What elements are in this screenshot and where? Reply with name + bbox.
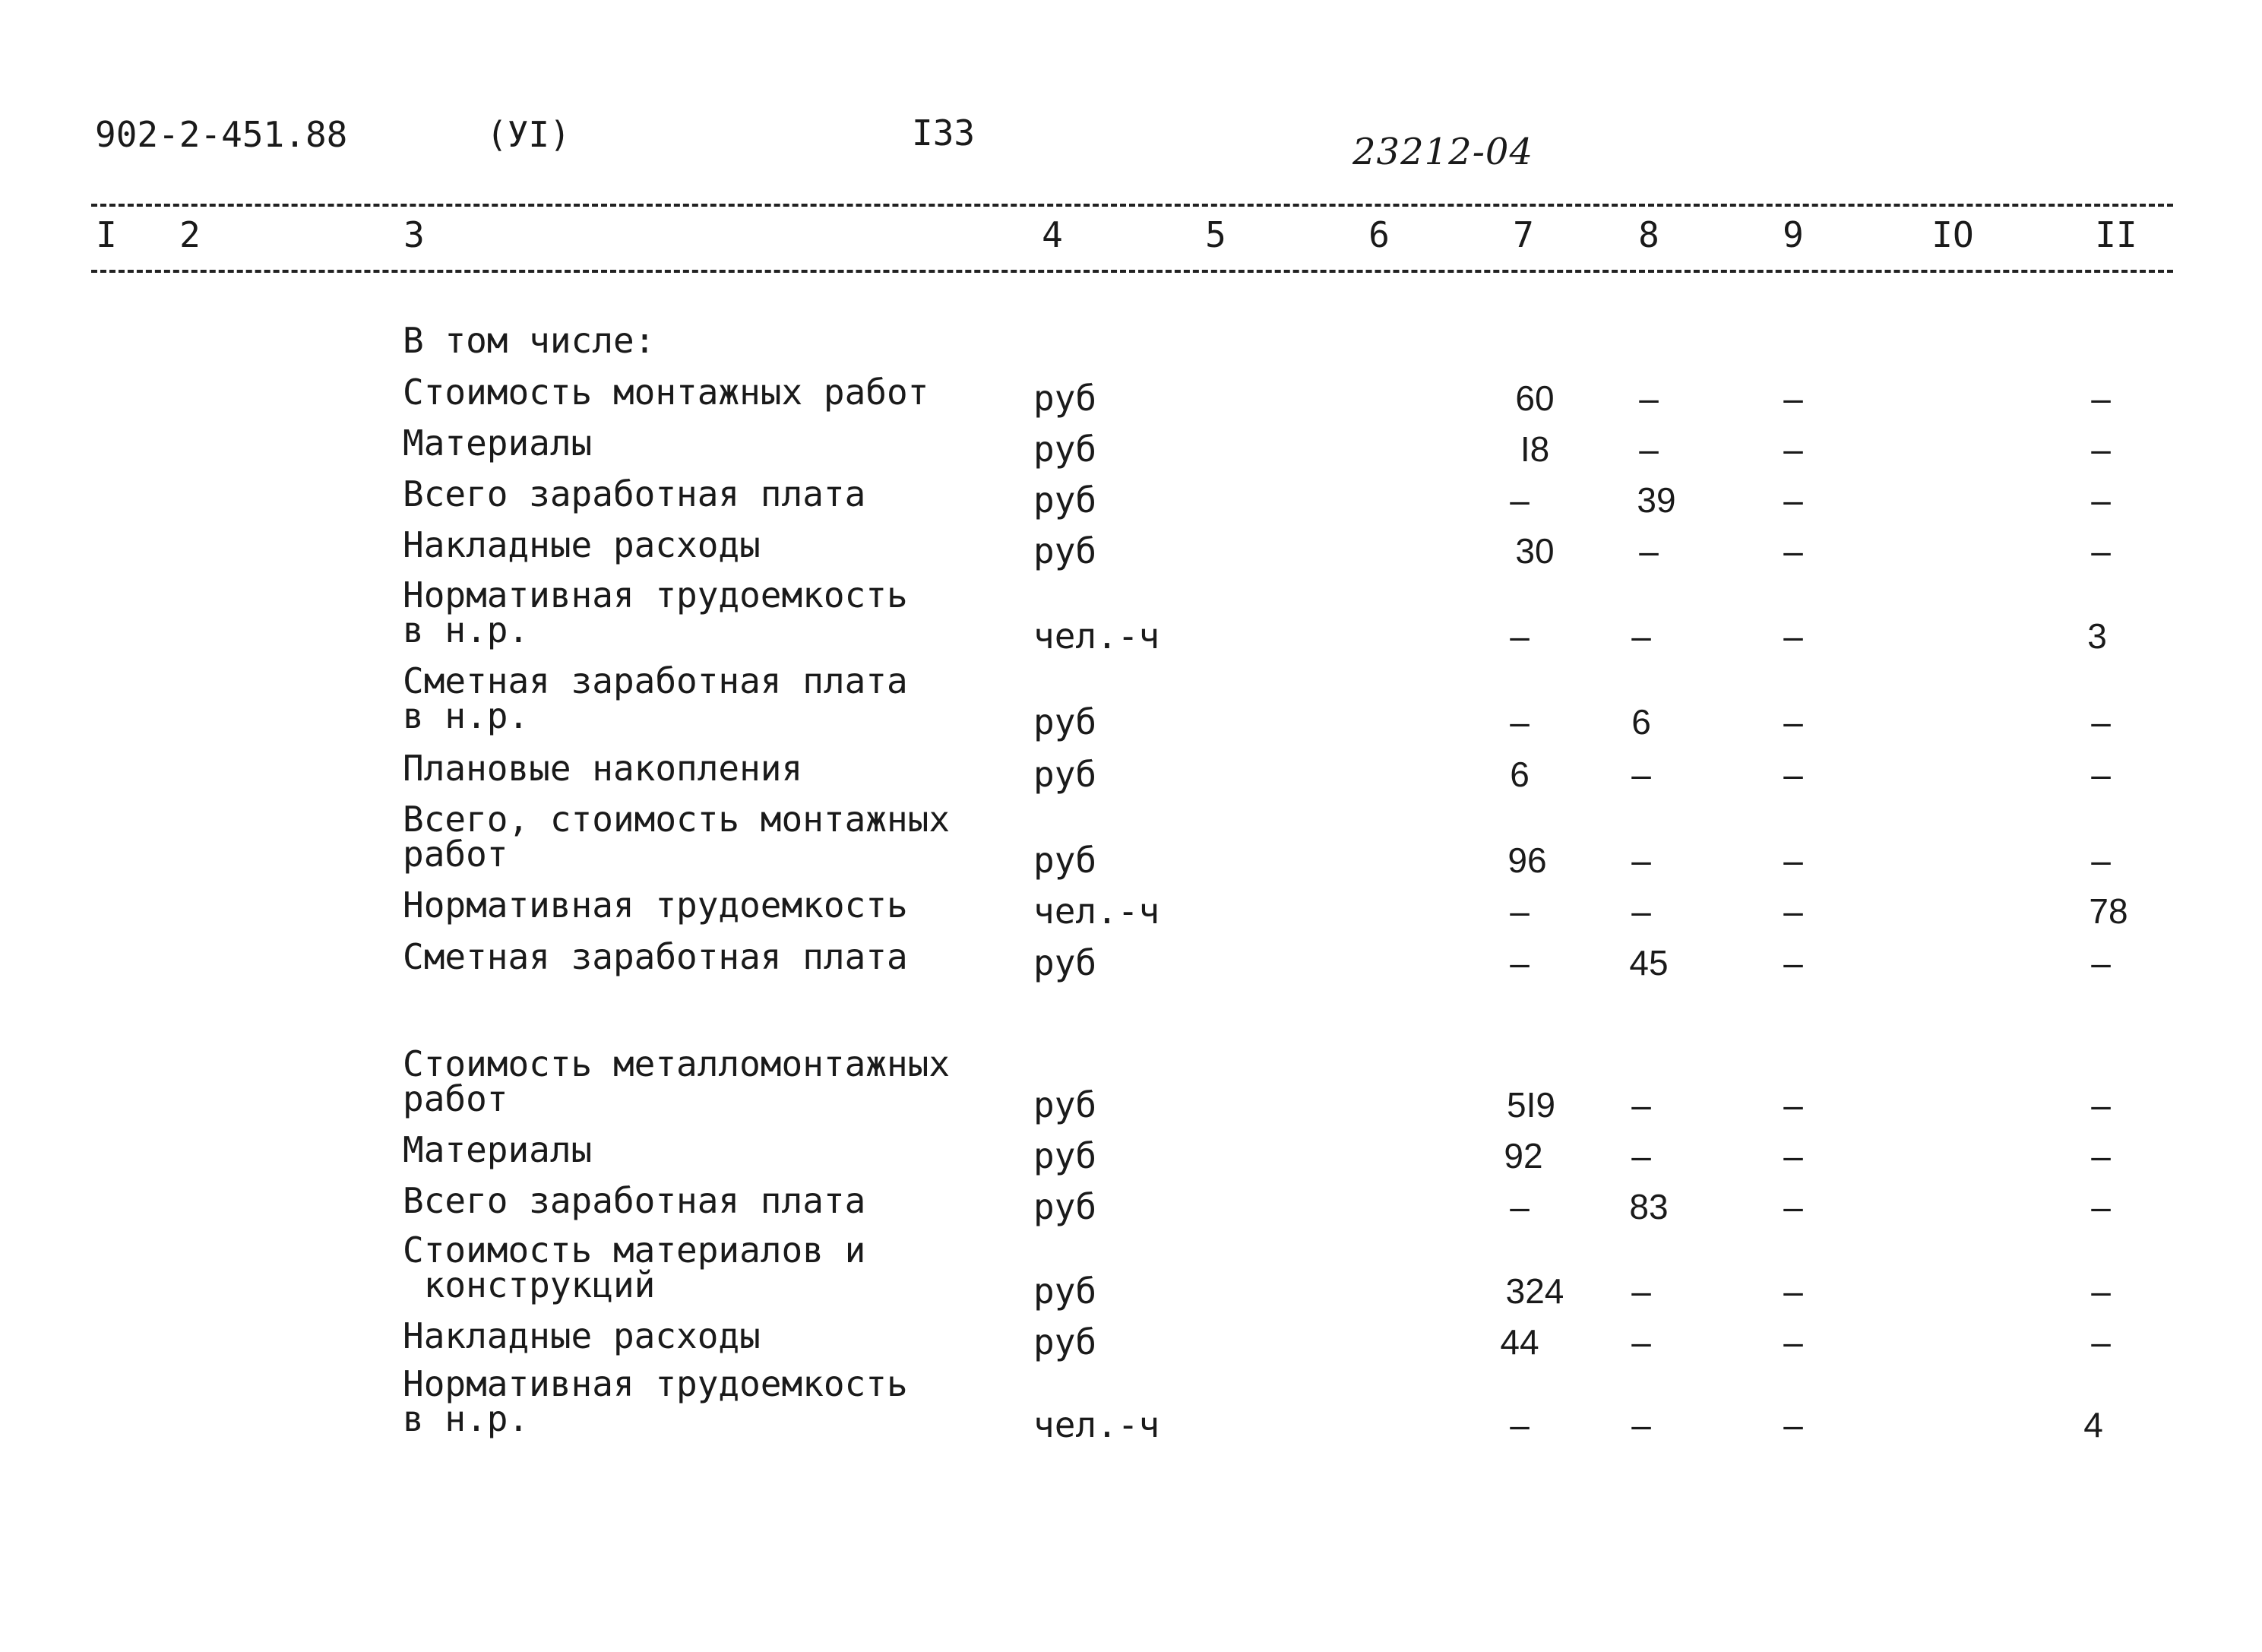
cell-col-9: – [1783, 429, 1803, 469]
cell-col-8: – [1631, 1085, 1651, 1125]
row-unit: чел.-ч [1033, 891, 1160, 932]
cell-col-11: – [2091, 378, 2111, 418]
cell-col-8: 45 [1629, 943, 1669, 983]
volume-label: (УI) [486, 114, 571, 155]
column-number-2: 2 [179, 214, 201, 255]
row-unit: чел.-ч [1033, 1404, 1160, 1445]
cell-col-8: – [1631, 755, 1651, 794]
cell-col-7: 6 [1510, 755, 1530, 794]
cell-col-9: – [1783, 378, 1803, 418]
cell-col-11: – [2091, 1085, 2111, 1125]
table-row [0, 1315, 2262, 1367]
table-row [0, 1363, 2262, 1450]
cell-col-9: – [1783, 616, 1803, 656]
row-unit: руб [1033, 429, 1097, 470]
row-unit: руб [1033, 530, 1097, 571]
cell-col-8: 6 [1631, 702, 1651, 742]
row-label: Стоимость монтажных работ [403, 372, 929, 413]
cell-col-7: I8 [1520, 429, 1550, 469]
row-label: Стоимость металломонтажных работ [403, 1043, 951, 1119]
table-row [0, 660, 2262, 747]
cell-col-7: – [1510, 1405, 1530, 1445]
cell-col-8: – [1639, 378, 1659, 418]
cell-col-9: – [1783, 1322, 1803, 1362]
cell-col-7: 324 [1505, 1271, 1564, 1311]
cell-col-11: – [2091, 755, 2111, 794]
cell-col-9: – [1783, 531, 1803, 571]
cell-col-9: – [1783, 1085, 1803, 1125]
row-label: Всего, стоимость монтажных работ [403, 799, 951, 875]
row-unit: руб [1033, 1186, 1097, 1227]
row-unit: руб [1033, 1321, 1097, 1362]
row-label: Нормативная трудоемкость [403, 885, 908, 926]
table-row [0, 1230, 2262, 1316]
cell-col-9: – [1783, 840, 1803, 880]
cell-col-11: – [2091, 1187, 2111, 1226]
header-rule-top [91, 204, 2173, 207]
cell-col-7: 30 [1515, 531, 1555, 571]
cell-col-11: – [2091, 943, 2111, 983]
cell-col-11: – [2091, 429, 2111, 469]
row-label: В том числе: [403, 320, 656, 361]
cell-col-9: – [1783, 1405, 1803, 1445]
cell-col-11: – [2091, 531, 2111, 571]
table-row [0, 799, 2262, 885]
cell-col-11: 78 [2089, 891, 2128, 931]
table-row [0, 885, 2262, 936]
table-row [0, 422, 2262, 474]
column-number-1: I [96, 214, 117, 255]
column-number-8: 8 [1638, 214, 1659, 255]
table-row [0, 748, 2262, 799]
cell-col-7: – [1510, 891, 1530, 931]
row-unit: чел.-ч [1033, 616, 1160, 657]
table-row [0, 473, 2262, 525]
row-unit: руб [1033, 1271, 1097, 1312]
table-row [0, 1129, 2262, 1181]
cell-col-11: 3 [2087, 616, 2107, 656]
cell-col-8: – [1631, 1322, 1651, 1362]
row-label: Всего заработная плата [403, 473, 866, 514]
table-row [0, 1043, 2262, 1130]
cell-col-8: – [1631, 616, 1651, 656]
row-unit: руб [1033, 942, 1097, 983]
cell-col-11: – [2091, 840, 2111, 880]
row-label: Плановые накопления [403, 748, 803, 789]
sheet-code: 23212-04 [1352, 131, 1533, 173]
column-number-6: 6 [1368, 214, 1390, 255]
column-number-11: II [2095, 214, 2137, 255]
table-row [0, 372, 2262, 423]
cell-col-7: 5I9 [1507, 1085, 1555, 1125]
column-number-10: IO [1931, 214, 1974, 255]
row-unit: руб [1033, 1135, 1097, 1176]
cell-col-7: – [1510, 702, 1530, 742]
row-label: Накладные расходы [403, 1315, 761, 1356]
row-unit: руб [1033, 479, 1097, 521]
cell-col-9: – [1783, 480, 1803, 520]
cell-col-11: – [2091, 1322, 2111, 1362]
row-label: Сметная заработная плата [403, 936, 908, 977]
cell-col-7: 92 [1504, 1136, 1543, 1176]
cell-col-8: – [1631, 1136, 1651, 1176]
page-number: I33 [912, 112, 976, 153]
cell-col-11: – [2091, 1271, 2111, 1311]
cell-col-8: – [1631, 1271, 1651, 1311]
table-row [0, 320, 2262, 372]
table-row [0, 574, 2262, 661]
row-label: Сметная заработная плата в н.р. [403, 660, 908, 736]
row-label: Нормативная трудоемкость в н.р. [403, 1363, 908, 1439]
table-row [0, 1180, 2262, 1232]
cell-col-11: – [2091, 702, 2111, 742]
row-unit: руб [1033, 840, 1097, 881]
cell-col-8: – [1631, 1405, 1651, 1445]
column-number-3: 3 [403, 214, 425, 255]
cell-col-9: – [1783, 755, 1803, 794]
cell-col-8: 83 [1629, 1187, 1669, 1226]
row-label: Стоимость материалов и конструкций [403, 1230, 866, 1305]
cell-col-7: – [1510, 1187, 1530, 1226]
cell-col-8: – [1631, 840, 1651, 880]
cell-col-9: – [1783, 702, 1803, 742]
cell-col-7: – [1510, 616, 1530, 656]
cell-col-11: – [2091, 480, 2111, 520]
cell-col-7: 44 [1500, 1322, 1539, 1362]
row-unit: руб [1033, 378, 1097, 419]
row-label: Нормативная трудоемкость в н.р. [403, 574, 908, 650]
column-number-4: 4 [1042, 214, 1063, 255]
column-number-9: 9 [1783, 214, 1804, 255]
table-row [0, 936, 2262, 988]
cell-col-7: – [1510, 480, 1530, 520]
cell-col-7: – [1510, 943, 1530, 983]
row-label: Накладные расходы [403, 524, 761, 565]
column-number-5: 5 [1205, 214, 1226, 255]
row-unit: руб [1033, 754, 1097, 795]
cell-col-8: – [1639, 531, 1659, 571]
cell-col-8: – [1639, 429, 1659, 469]
row-label: Материалы [403, 1129, 593, 1170]
cell-col-9: – [1783, 943, 1803, 983]
row-label: Материалы [403, 422, 593, 464]
cell-col-7: 60 [1515, 378, 1555, 418]
cell-col-9: – [1783, 891, 1803, 931]
row-label: Всего заработная плата [403, 1180, 866, 1221]
cell-col-9: – [1783, 1136, 1803, 1176]
row-unit: руб [1033, 1084, 1097, 1125]
cell-col-7: 96 [1507, 840, 1547, 880]
cell-col-11: – [2091, 1136, 2111, 1176]
row-unit: руб [1033, 701, 1097, 742]
cell-col-8: – [1631, 891, 1651, 931]
cell-col-9: – [1783, 1271, 1803, 1311]
cell-col-9: – [1783, 1187, 1803, 1226]
table-row [0, 524, 2262, 576]
cell-col-8: 39 [1637, 480, 1676, 520]
column-number-7: 7 [1513, 214, 1534, 255]
header-rule-bottom [91, 270, 2173, 273]
document-code: 902-2-451.88 [95, 114, 348, 155]
cell-col-11: 4 [2083, 1405, 2103, 1445]
